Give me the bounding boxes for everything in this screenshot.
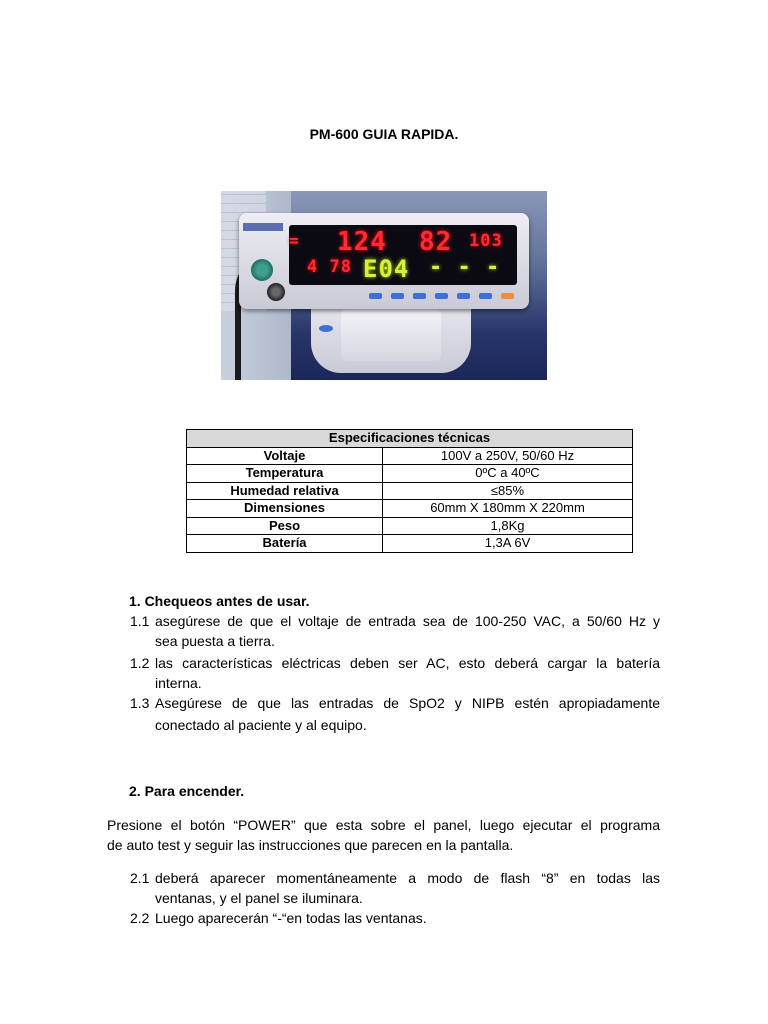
spec-value: 1,3A 6V <box>383 535 633 553</box>
section2-heading: 2. Para encender. <box>129 783 245 799</box>
panel-button <box>369 293 382 299</box>
item-text-line1: deberá aparecer momentáneamente a modo de flash “8” en todas las <box>155 870 660 886</box>
item-text-line2: conectado al paciente y al equipo. <box>155 717 367 733</box>
spec-label: Dimensiones <box>187 500 383 518</box>
panel-button <box>391 293 404 299</box>
table-row <box>187 500 633 518</box>
item-text-line2: interna. <box>155 675 202 691</box>
led-display <box>289 225 517 285</box>
power-button <box>319 325 333 332</box>
spo2-connector <box>251 259 273 281</box>
panel-button <box>457 293 470 299</box>
display-diastolic: 82 <box>419 227 453 257</box>
spec-value: 0ºC a 40ºC <box>383 465 633 483</box>
display-systolic: 124 <box>337 227 387 257</box>
display-mean: 103 <box>469 231 503 251</box>
spec-table <box>186 429 633 553</box>
item-number: 1.3 <box>130 695 150 711</box>
display-error: E04 <box>363 255 410 283</box>
section2-paragraph-line2: de auto test y seguir las instrucciones que parecen en la pantalla. <box>107 837 514 853</box>
spec-table-header: Especificaciones técnicas <box>187 430 633 448</box>
document-title: PM-600 GUIA RAPIDA. <box>309 126 459 142</box>
section1-heading: 1. Chequeos antes de usar. <box>129 593 310 609</box>
table-row <box>187 447 633 465</box>
table-row <box>187 535 633 553</box>
item-number: 1.2 <box>130 655 150 671</box>
table-row <box>187 482 633 500</box>
item-number: 2.1 <box>130 870 150 886</box>
panel-button-orange <box>501 293 514 299</box>
spec-label: Voltaje <box>187 447 383 465</box>
item-number: 2.2 <box>130 910 150 926</box>
monitor-photo <box>221 191 547 380</box>
item-text-line1: Luego aparecerán “-“en todas las ventanas. <box>155 910 427 926</box>
item-text-line1: Asegúrese de que las entradas de SpO2 y NIPB estén apropiadamente <box>155 695 660 711</box>
spec-label: Temperatura <box>187 465 383 483</box>
spec-value: 60mm X 180mm X 220mm <box>383 500 633 518</box>
panel-button <box>435 293 448 299</box>
panel-button <box>479 293 492 299</box>
panel-button <box>413 293 426 299</box>
display-indicator: = <box>289 231 300 250</box>
section2-paragraph-line1: Presione el botón “POWER” que esta sobre el panel, luego ejecutar el programa <box>107 817 660 833</box>
spec-label: Humedad relativa <box>187 482 383 500</box>
item-text-line2: ventanas, y el panel se iluminara. <box>155 890 363 906</box>
nibp-connector <box>267 283 285 301</box>
spec-value: 100V a 250V, 50/60 Hz <box>383 447 633 465</box>
item-text-line1: asegúrese de que el voltaje de entrada sea de 100-250 VAC, a 50/60 Hz y <box>155 613 660 629</box>
brand-badge <box>243 223 283 231</box>
spec-value: 1,8Kg <box>383 517 633 535</box>
display-dashes: - - - <box>429 255 501 280</box>
display-time: 4 78 <box>307 257 352 277</box>
table-row <box>187 517 633 535</box>
item-text-line1: las características eléctricas deben ser AC, esto deberá cargar la batería <box>155 655 660 671</box>
table-row <box>187 465 633 483</box>
spec-label: Batería <box>187 535 383 553</box>
monitor-stand-face <box>341 309 441 361</box>
spec-value: ≤85% <box>383 482 633 500</box>
item-number: 1.1 <box>130 613 150 629</box>
pm600-monitor <box>239 213 529 309</box>
spec-label: Peso <box>187 517 383 535</box>
item-text-line2: sea puesta a tierra. <box>155 633 275 649</box>
